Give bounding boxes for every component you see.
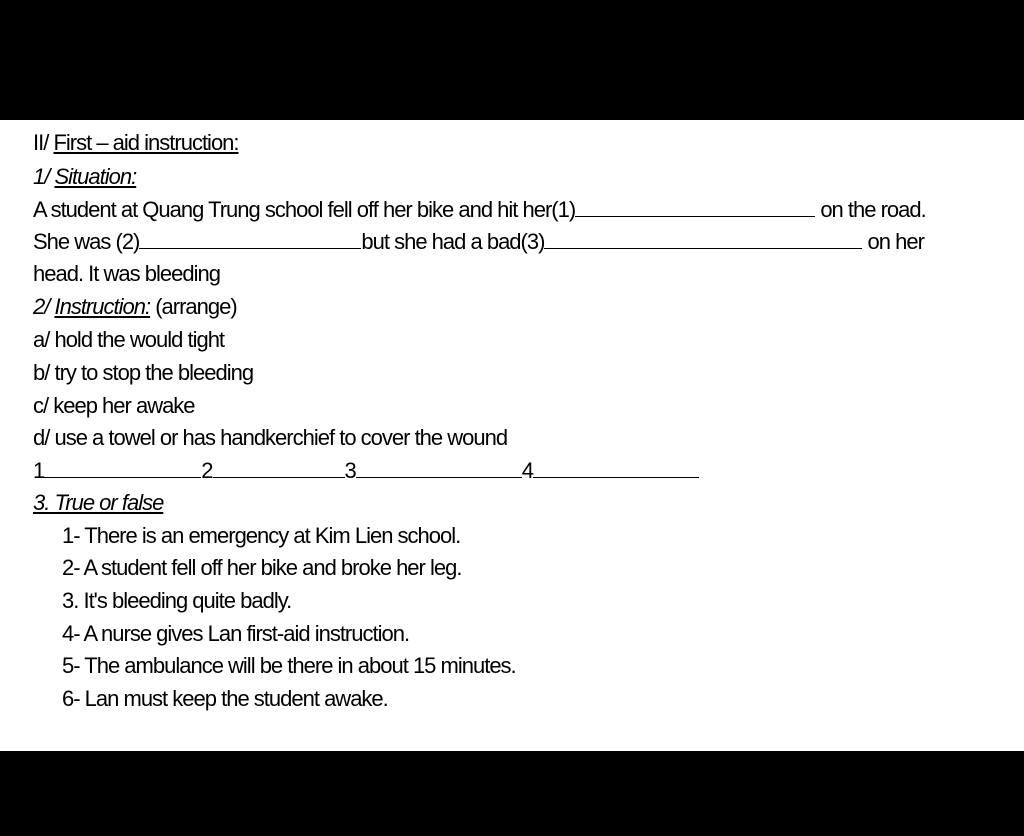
section-number: II/ <box>33 130 54 155</box>
order-label-4: 4 <box>521 458 533 483</box>
true-false-title: 3. True or false <box>33 490 164 515</box>
instruction-item-c: c/ keep her awake <box>33 393 195 418</box>
situation-number: 1/ <box>33 164 55 189</box>
situation-title: Situation: <box>54 164 137 189</box>
worksheet-page <box>0 120 1024 751</box>
section-heading <box>33 130 239 156</box>
instruction-title: Instruction: <box>54 294 151 319</box>
instruction-item-b: b/ try to stop the bleeding <box>33 360 254 385</box>
situation-line-3: head. It was bleeding <box>33 261 220 286</box>
order-answer-line <box>33 458 699 484</box>
blank-2[interactable] <box>139 230 361 249</box>
situation-line-2-mid: but she had a bad(3) <box>361 229 545 254</box>
situation-line-1-end: on the road. <box>815 197 926 222</box>
statement-4: 4- A nurse gives Lan first-aid instruction. <box>62 621 410 646</box>
statement-1: 1- There is an emergency at Kim Lien school. <box>62 523 461 548</box>
order-label-1: 1 <box>33 458 45 483</box>
order-blank-3[interactable] <box>356 459 522 478</box>
statement-6: 6- Lan must keep the student awake. <box>62 686 388 711</box>
order-label-3: 3 <box>344 458 356 483</box>
blank-1[interactable] <box>575 198 815 217</box>
statement-3: 3. It's bleeding quite badly. <box>62 588 292 613</box>
situation-line-1 <box>33 197 926 223</box>
instruction-item-a: a/ hold the would tight <box>33 327 225 352</box>
instruction-heading <box>33 294 237 320</box>
situation-line-2-end: on her <box>862 229 924 254</box>
order-label-2: 2 <box>201 458 213 483</box>
order-blank-1[interactable] <box>44 459 201 478</box>
blank-3[interactable] <box>544 230 862 249</box>
situation-line-1-start: A student at Quang Trung school fell off her bike and hit her(1) <box>33 197 576 222</box>
order-blank-2[interactable] <box>213 459 345 478</box>
instruction-note: (arrange) <box>150 294 237 319</box>
statement-2: 2- A student fell off her bike and broke her leg. <box>62 555 462 580</box>
true-false-heading <box>33 490 163 516</box>
instruction-item-d: d/ use a towel or has handkerchief to cover the wound <box>33 425 508 450</box>
order-blank-4[interactable] <box>533 459 699 478</box>
section-title: First – aid instruction: <box>53 130 239 155</box>
situation-heading <box>33 164 136 190</box>
situation-line-2-start: She was (2) <box>33 229 140 254</box>
situation-line-2 <box>33 229 924 255</box>
instruction-number: 2/ <box>33 294 55 319</box>
statement-5: 5- The ambulance will be there in about 15 minutes. <box>62 653 516 678</box>
